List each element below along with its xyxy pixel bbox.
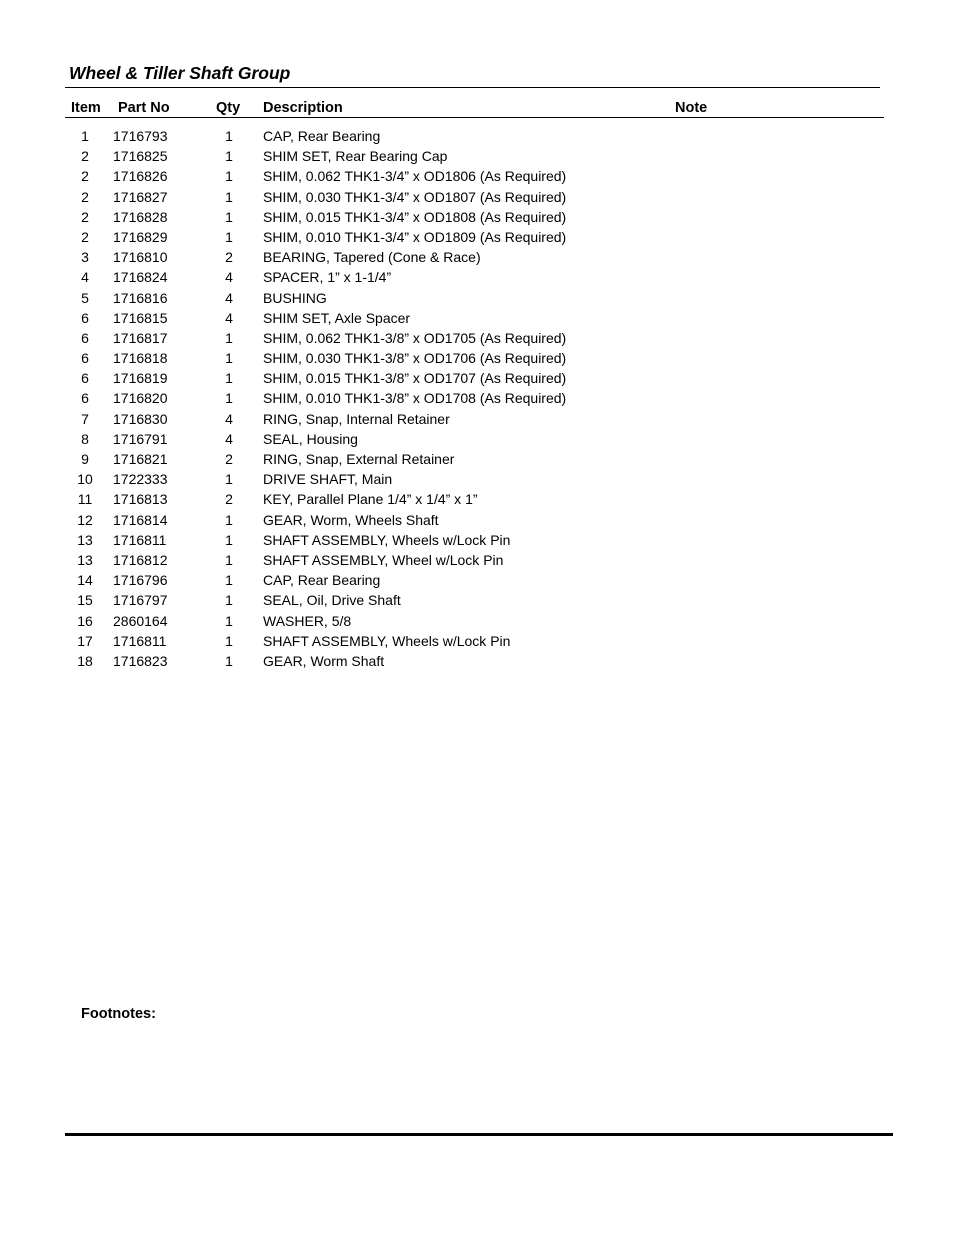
table-row [0, 329, 954, 349]
item-cell: 2 [81, 188, 89, 205]
item-cell: 15 [77, 592, 93, 609]
part-no-cell: 1716823 [113, 652, 168, 669]
qty-cell: 1 [225, 168, 233, 185]
description-cell: SHIM, 0.015 THK1-3/4” x OD1808 (As Required) [263, 208, 567, 225]
item-cell: 11 [77, 491, 93, 508]
table-row [0, 410, 954, 430]
part-no-cell: 1716814 [113, 511, 168, 528]
table-row [0, 612, 954, 632]
item-cell: 6 [81, 350, 89, 367]
table-row [0, 450, 954, 470]
part-no-cell: 1716824 [113, 269, 168, 286]
part-no-cell: 1716793 [113, 128, 168, 144]
column-header-item: Item [71, 100, 101, 116]
qty-cell: 4 [225, 269, 233, 286]
qty-cell: 1 [225, 471, 233, 488]
qty-cell: 1 [225, 531, 233, 548]
description-cell: SEAL, Oil, Drive Shaft [263, 592, 401, 609]
item-cell: 6 [81, 329, 89, 346]
qty-cell: 1 [225, 632, 233, 649]
item-cell: 6 [81, 370, 89, 387]
table-row [0, 531, 954, 551]
description-cell: GEAR, Worm, Wheels Shaft [263, 511, 439, 528]
table-row [0, 289, 954, 309]
table-row [0, 228, 954, 248]
part-no-cell: 1716810 [113, 249, 168, 266]
item-cell: 13 [77, 531, 93, 548]
table-row [0, 309, 954, 329]
item-cell: 3 [81, 249, 89, 266]
item-cell: 2 [81, 208, 89, 225]
table-row [0, 248, 954, 268]
qty-cell: 4 [225, 430, 233, 447]
part-no-cell: 1716797 [113, 592, 168, 609]
description-cell: SHIM, 0.062 THK1-3/4” x OD1806 (As Required) [263, 168, 567, 185]
qty-cell: 1 [225, 390, 233, 407]
part-no-cell: 1716825 [113, 148, 168, 165]
item-cell: 8 [81, 430, 89, 447]
item-cell: 2 [81, 228, 89, 245]
table-row [0, 208, 954, 228]
bottom-divider [65, 1133, 893, 1136]
description-cell: BUSHING [263, 289, 327, 306]
description-cell: RING, Snap, External Retainer [263, 451, 455, 467]
part-no-cell: 1716819 [113, 370, 168, 387]
description-cell: SHIM, 0.010 THK1-3/4” x OD1809 (As Required) [263, 228, 567, 245]
description-cell: SHIM, 0.030 THK1-3/4” x OD1807 (As Required) [263, 188, 567, 205]
footnotes-label: Footnotes: [81, 1006, 156, 1022]
description-cell: SHAFT ASSEMBLY, Wheels w/Lock Pin [263, 531, 511, 548]
part-no-cell: 1716811 [113, 632, 167, 649]
column-header-qty: Qty [216, 100, 241, 116]
description-cell: DRIVE SHAFT, Main [263, 471, 393, 488]
item-cell: 17 [77, 632, 93, 649]
description-cell: CAP, Rear Bearing [263, 572, 381, 589]
table-row [0, 652, 954, 672]
column-header-description: Description [263, 100, 343, 116]
part-no-cell: 1716826 [113, 168, 168, 185]
description-cell: CAP, Rear Bearing [263, 128, 381, 144]
table-row [0, 127, 954, 147]
part-no-cell: 1716791 [113, 430, 168, 447]
part-no-cell: 1716827 [113, 188, 168, 205]
part-no-cell: 1716812 [113, 551, 168, 568]
qty-cell: 1 [225, 551, 233, 568]
qty-cell: 1 [225, 188, 233, 205]
description-cell: SHAFT ASSEMBLY, Wheel w/Lock Pin [263, 551, 504, 568]
qty-cell: 1 [225, 370, 233, 387]
part-no-cell: 2860164 [113, 612, 168, 629]
part-no-cell: 1716821 [113, 451, 168, 467]
table-row [0, 430, 954, 450]
table-row [0, 188, 954, 208]
description-cell: SHIM SET, Axle Spacer [263, 309, 411, 326]
description-cell: RING, Snap, Internal Retainer [263, 410, 450, 427]
table-row [0, 511, 954, 531]
description-cell: GEAR, Worm Shaft [263, 652, 385, 669]
item-cell: 4 [81, 269, 89, 286]
table-row [0, 369, 954, 389]
item-cell: 18 [77, 652, 93, 669]
item-cell: 12 [77, 511, 93, 528]
page-title: Wheel & Tiller Shaft Group [69, 63, 291, 83]
part-no-cell: 1716816 [113, 289, 168, 306]
description-cell: SHAFT ASSEMBLY, Wheels w/Lock Pin [263, 632, 511, 649]
item-cell: 5 [81, 289, 89, 306]
part-no-cell: 1716813 [113, 491, 168, 508]
qty-cell: 1 [225, 208, 233, 225]
part-no-cell: 1716811 [113, 531, 167, 548]
item-cell: 7 [81, 410, 89, 427]
item-cell: 2 [81, 168, 89, 185]
description-cell: BEARING, Tapered (Cone & Race) [263, 249, 481, 266]
qty-cell: 1 [225, 511, 233, 528]
part-no-cell: 1716796 [113, 572, 168, 589]
qty-cell: 1 [225, 128, 233, 144]
title-divider [65, 87, 880, 88]
qty-cell: 1 [225, 350, 233, 367]
column-header-part-no: Part No [118, 100, 170, 116]
qty-cell: 4 [225, 309, 233, 326]
item-cell: 9 [81, 451, 89, 467]
part-no-cell: 1716829 [113, 228, 168, 245]
qty-cell: 2 [225, 451, 233, 467]
item-cell: 6 [81, 390, 89, 407]
item-cell: 2 [81, 148, 89, 165]
header-divider [65, 117, 884, 118]
part-no-cell: 1716828 [113, 208, 168, 225]
table-row [0, 268, 954, 288]
part-no-cell: 1716830 [113, 410, 168, 427]
qty-cell: 1 [225, 612, 233, 629]
qty-cell: 2 [225, 491, 233, 508]
description-cell: SHIM SET, Rear Bearing Cap [263, 148, 448, 165]
description-cell: SHIM, 0.062 THK1-3/8” x OD1705 (As Required) [263, 329, 567, 346]
description-cell: SHIM, 0.010 THK1-3/8” x OD1708 (As Required) [263, 390, 567, 407]
description-cell: KEY, Parallel Plane 1/4” x 1/4” x 1” [263, 491, 478, 508]
qty-cell: 1 [225, 329, 233, 346]
part-no-cell: 1722333 [113, 471, 168, 488]
table-row [0, 490, 954, 510]
column-header-note: Note [675, 100, 708, 116]
item-cell: 14 [77, 572, 93, 589]
qty-cell: 1 [225, 652, 233, 669]
item-cell: 16 [77, 612, 93, 629]
item-cell: 6 [81, 309, 89, 326]
table-row [0, 167, 954, 187]
qty-cell: 4 [225, 410, 233, 427]
item-cell: 10 [77, 471, 93, 488]
table-row [0, 389, 954, 409]
part-no-cell: 1716820 [113, 390, 168, 407]
description-cell: SHIM, 0.030 THK1-3/8” x OD1706 (As Required) [263, 350, 567, 367]
table-row [0, 147, 954, 167]
qty-cell: 1 [225, 148, 233, 165]
table-row [0, 571, 954, 591]
qty-cell: 1 [225, 572, 233, 589]
item-cell: 13 [77, 551, 93, 568]
part-no-cell: 1716817 [113, 329, 168, 346]
qty-cell: 2 [225, 249, 233, 266]
table-row [0, 632, 954, 652]
table-row [0, 470, 954, 490]
qty-cell: 1 [225, 592, 233, 609]
table-row [0, 349, 954, 369]
description-cell: SHIM, 0.015 THK1-3/8” x OD1707 (As Required) [263, 370, 567, 387]
parts-table-body [0, 127, 954, 672]
qty-cell: 4 [225, 289, 233, 306]
qty-cell: 1 [225, 228, 233, 245]
table-row [0, 551, 954, 571]
item-cell: 1 [81, 128, 89, 144]
description-cell: SEAL, Housing [263, 430, 358, 447]
part-no-cell: 1716815 [113, 309, 168, 326]
description-cell: WASHER, 5/8 [263, 612, 352, 629]
part-no-cell: 1716818 [113, 350, 168, 367]
table-row [0, 591, 954, 611]
description-cell: SPACER, 1” x 1-1/4” [263, 269, 392, 286]
